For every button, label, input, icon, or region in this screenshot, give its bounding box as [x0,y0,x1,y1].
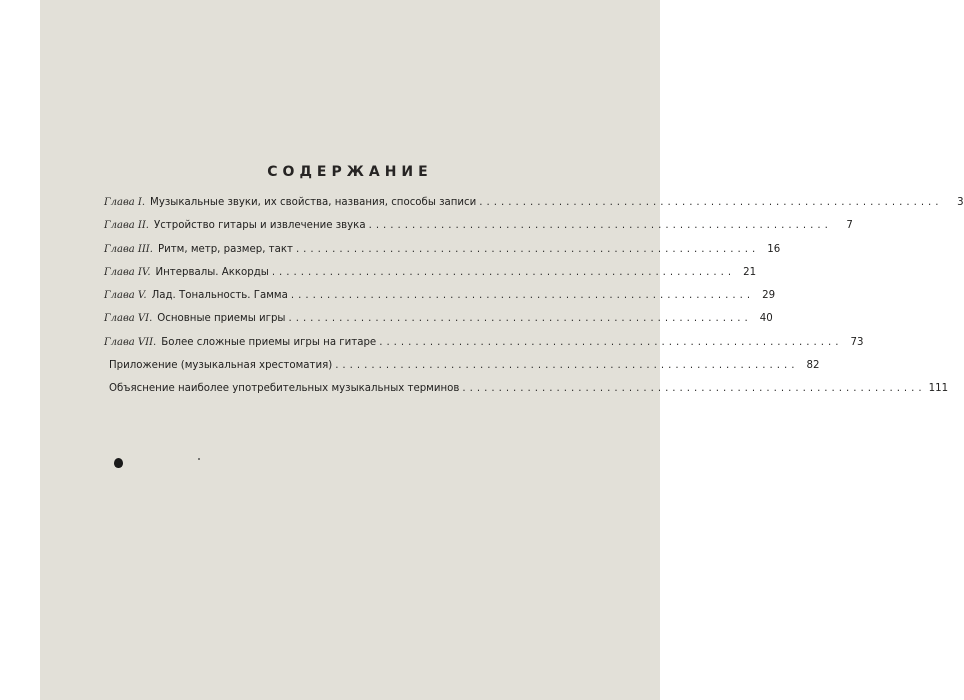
chapter-label: Глава III. [104,243,153,255]
page-number: 40 [759,313,773,325]
dot-leader: ................................................................ [462,383,926,395]
chapter-label: Глава IV. [104,266,151,278]
entry-title: Устройство гитары и извлечение звука [154,220,366,232]
entry-title: Лад. Тональность. Гамма [151,290,288,302]
entry-title: Музыкальные звуки, их свойства, названия, способы записи [150,197,477,208]
chapter-label: Глава I. [104,197,146,208]
page-number: 7 [846,220,853,232]
entry-title: Приложение (музыкальная хрестоматия) [109,360,333,372]
page-number: 29 [762,290,776,302]
page-number: 82 [806,360,820,372]
dot-leader: ................................................................ [288,313,752,325]
page-number: 111 [928,383,949,395]
dot-leader: ................................................................ [335,360,799,372]
toc-entry-1 [104,197,964,220]
ink-blot [114,458,123,468]
dot-leader: ................................................................ [479,197,943,208]
chapter-label: Глава VI. [104,313,153,325]
toc-entry-3 [104,243,781,267]
dot-leader: ................................................................ [290,290,755,302]
entry-title: Основные приемы игры [157,313,286,325]
entry-title: Более сложные приемы игры на гитаре [161,336,377,348]
toc-entry-7 [104,336,864,360]
dot-leader: ................................................................ [271,266,736,278]
ink-speck [198,458,200,460]
entry-title: Интервалы. Аккорды [155,266,269,278]
page-title: СОДЕРЖАНИЕ [267,164,433,180]
toc-entry-9 [104,383,949,406]
dot-leader: ................................................................ [368,220,832,232]
book-page [40,0,964,700]
entry-title: Ритм, метр, размер, такт [157,243,293,255]
toc-entry-8 [104,360,820,383]
dot-leader: ................................................................ [295,243,760,255]
chapter-label: Глава II. [104,220,149,232]
toc-entry-6 [104,313,773,336]
chapter-label: Глава V. [104,290,147,302]
page-number: 3 [957,197,964,208]
dot-leader: ................................................................ [379,336,843,348]
chapter-label: Глава VII. [104,336,157,348]
toc-entry-4 [104,266,757,290]
page-number: 16 [767,243,781,255]
page-number: 73 [850,336,864,348]
entry-title: Объяснение наиболее употребительных музыкальных терминов [109,383,460,395]
toc-entry-5 [104,290,776,313]
table-of-contents [104,197,964,407]
toc-entry-2 [104,220,853,243]
page-number: 21 [743,266,757,278]
